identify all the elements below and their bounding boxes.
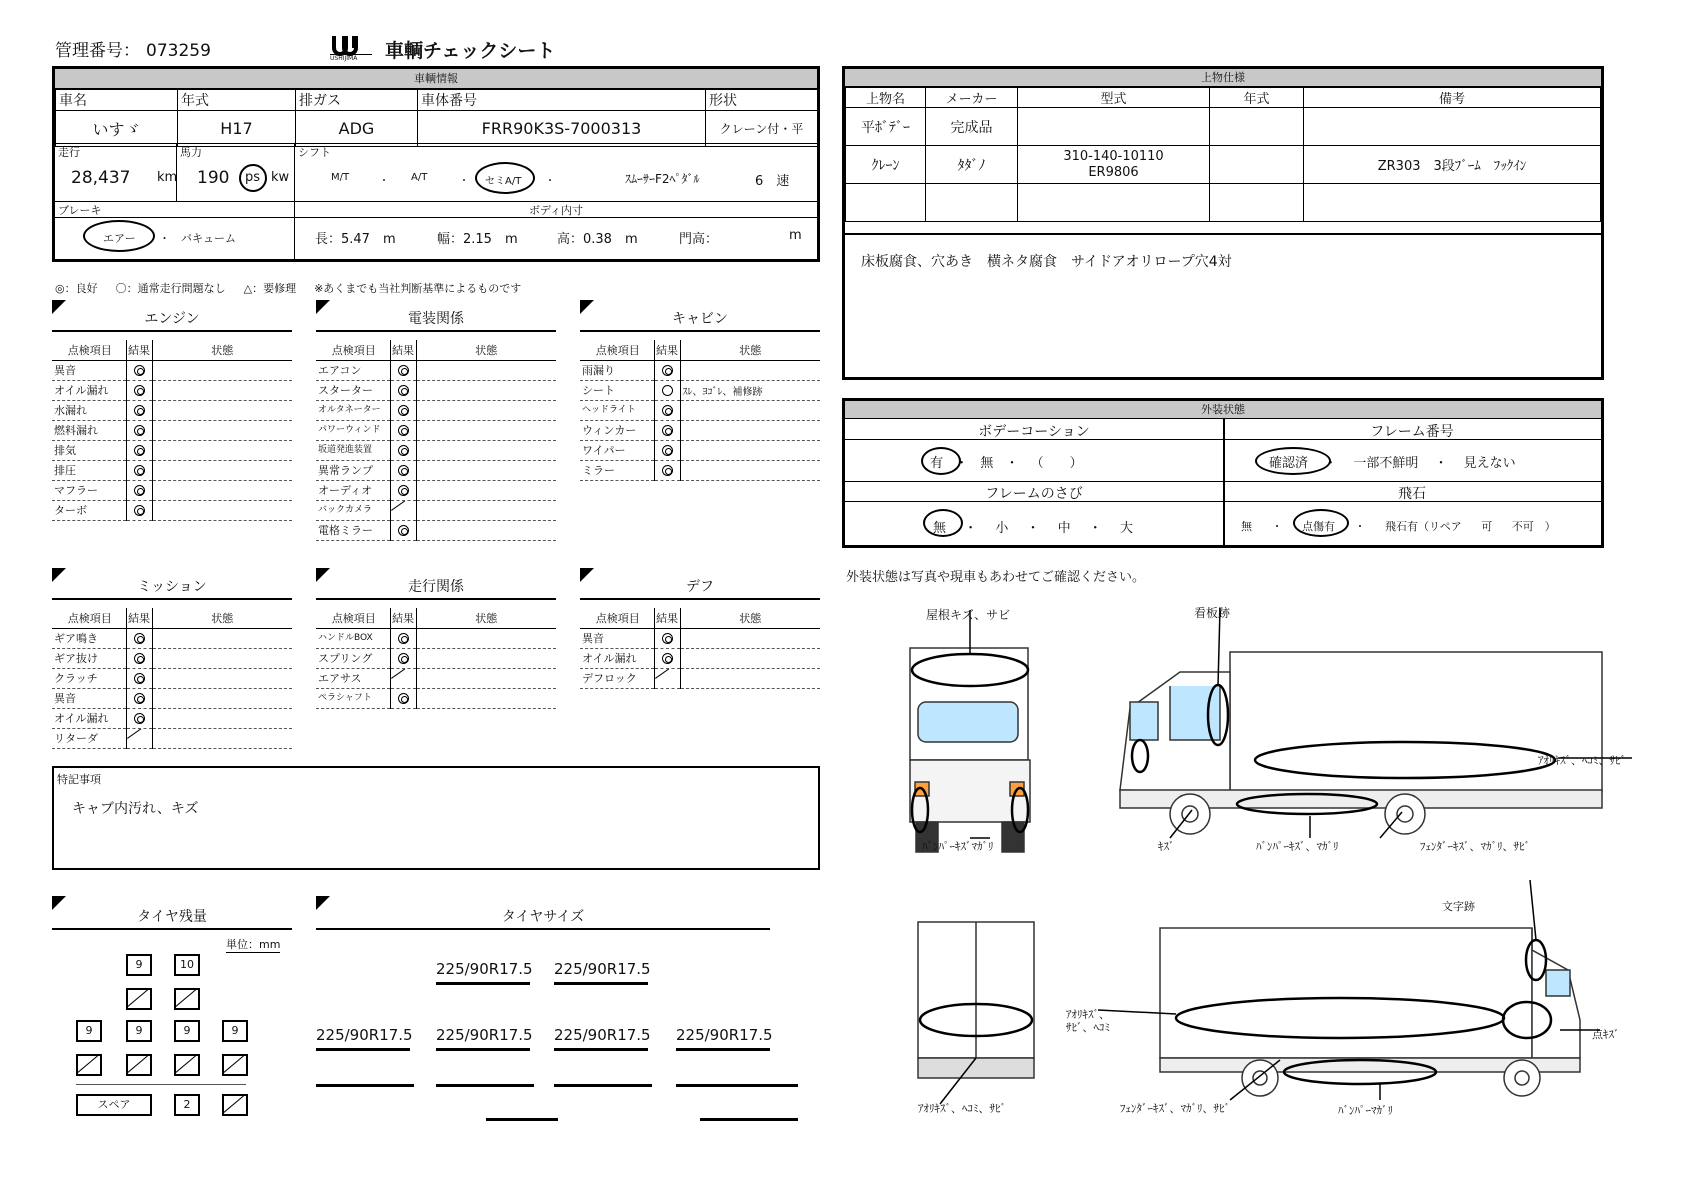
engine-section: エンジン 点検項目 結果 状態 異音 オイル漏れ 水漏れ 燃料漏れ 排気 排圧 マフラー ターボ (52, 300, 292, 521)
result-good-icon (662, 365, 673, 376)
result-good-icon (134, 405, 145, 416)
table-row: 坂道発進装置 (316, 440, 556, 460)
truck-diagram (840, 590, 1640, 1130)
table-row: ヘッドライト (580, 400, 820, 420)
table-row: 異音 (580, 628, 820, 648)
result-good-icon (398, 693, 409, 704)
result-good-icon (662, 633, 673, 644)
result-good-icon (134, 653, 145, 664)
diff-section: デフ 点検項目 結果 状態 異音 オイル漏れ デフロック (580, 568, 820, 689)
table-row: マフラー (52, 480, 292, 500)
result-good-icon (398, 405, 409, 416)
result-good-icon (662, 445, 673, 456)
table-row: オイル漏れ (52, 708, 292, 728)
vehicle-info-box: 車輌情報 車名 年式 排ガス 車体番号 形状 いすゞ H17 ADG FRR90K3S-7000313 クレーン付・平 走行 28,437 km 馬力 190 ps kw シフト M/T ・ A/T ・ セミA/T ・ ｽﾑｰｻｰF2ﾍﾟﾀﾞﾙ 6 速 ブレーキ エアー ・ バキューム ボディ内寸 長：5.47 m 幅：2.15 m 高：0.38 m 門高： m (52, 66, 820, 262)
table-row: 排圧 (52, 460, 292, 480)
table-row: 異常ランプ (316, 460, 556, 480)
tire-front-right: 10 (174, 954, 200, 976)
table-row: 電格ミラー (316, 520, 556, 540)
table-row: オイル漏れ (52, 380, 292, 400)
mileage-value: 28,437 (71, 168, 131, 188)
page-title: 車輌チェックシート (385, 40, 556, 62)
table-row: ギア鳴き (52, 628, 292, 648)
frame-no-options: 確認済 ・ 一部不鮮明 ・ 見えない (1269, 456, 1516, 471)
ps-circle (239, 164, 267, 192)
table-row: 雨漏り (580, 360, 820, 380)
table-row: シート ｽﾚ、ﾖｺﾞﾚ、補修跡 (580, 380, 820, 400)
result-good-icon (398, 445, 409, 456)
result-good-icon (134, 465, 145, 476)
table-row: デフロック (580, 668, 820, 688)
table-row: オルタネーター (316, 400, 556, 420)
result-good-icon (134, 713, 145, 724)
chip-options: 無 ・ 点傷有 ・ 飛石有（リペア 可 不可 ） (1241, 520, 1556, 533)
mission-table: 点検項目 結果 状態 ギア鳴き ギア抜け クラッチ 異音 オイル漏れ リターダ (52, 608, 292, 749)
emission-value: ADG (296, 111, 418, 147)
management-number: 管理番号： 073259 (55, 41, 211, 61)
table-row: バックカメラ (316, 500, 556, 520)
result-good-icon (134, 385, 145, 396)
table-row: 異音 (52, 688, 292, 708)
maker-value: いすゞ (56, 111, 178, 147)
chassis-value: FRR90K3S-7000313 (418, 111, 706, 147)
hp-value: 190 (197, 168, 230, 188)
upper-remark: 床板腐食、穴あき 横ネタ腐食 サイドアオリロープ穴4対 (861, 254, 1232, 270)
table-row: オーディオ (316, 480, 556, 500)
result-good-icon (662, 465, 673, 476)
table-row: ミラー (580, 460, 820, 480)
semi-at-circle (475, 162, 535, 194)
diff-table: 点検項目 結果 状態 異音 オイル漏れ デフロック (580, 608, 820, 689)
upper-spec-table: 上物名 メーカー 型式 年式 備考 平ﾎﾞﾃﾞｰ 完成品 ｸﾚｰﾝ ﾀﾀﾞﾉ 310-140-10110 ER9806 ZR303 3段ﾌﾞｰﾑ ﾌｯｸｲﾝ (845, 87, 1601, 222)
rust-options: 無 ・ 小 ・ 中 ・ 大 (933, 521, 1133, 536)
upper-spec-box: 上物仕様 上物名 メーカー 型式 年式 備考 平ﾎﾞﾃﾞｰ 完成品 ｸﾚｰﾝ ﾀﾀﾞﾉ 310-140-10110 ER9806 ZR303 3段ﾌﾞｰﾑ ﾌｯｸｲﾝ 床板腐食、穴あき 横ネタ腐食 サイドアオリロープ穴4対 (842, 66, 1604, 380)
table-row: 燃料漏れ (52, 420, 292, 440)
spare-label: スペア (76, 1094, 152, 1116)
result-na-icon (127, 729, 152, 748)
body-coat-options: 有 ・ 無 ・ （ ） (930, 456, 1083, 471)
result-ok-icon (662, 385, 673, 396)
table-row: 排気 (52, 440, 292, 460)
electric-section: 電装関係 点検項目 結果 状態 エアコン スターター オルタネーター パワーウィンド 坂道発進装置 異常ランプ オーディオ バックカメラ 電格ミラー (316, 300, 556, 541)
electric-table: 点検項目 結果 状態 エアコン スターター オルタネーター パワーウィンド 坂道発進装置 異常ランプ オーディオ バックカメラ 電格ミラー (316, 340, 556, 541)
special-notes-box: 特記事項 キャブ内汚れ、キズ (52, 766, 820, 870)
tire-spare: 2 (174, 1094, 200, 1116)
table-row: ペラシャフト (316, 688, 556, 708)
result-na-icon (391, 669, 416, 688)
air-brake-circle (83, 220, 155, 252)
table-row: ターボ (52, 500, 292, 520)
table-row: エアサス (316, 668, 556, 688)
result-good-icon (398, 385, 409, 396)
mission-section: ミッション 点検項目 結果 状態 ギア鳴き ギア抜け クラッチ 異音 オイル漏れ リターダ (52, 568, 292, 749)
result-good-icon (398, 485, 409, 496)
vehicle-info-table: 車名 年式 排ガス 車体番号 形状 いすゞ H17 ADG FRR90K3S-7000313 クレーン付・平 (55, 89, 818, 147)
result-good-icon (398, 425, 409, 436)
result-good-icon (662, 405, 673, 416)
exterior-note: 外装状態は写真や現車もあわせてご確認ください。 (846, 570, 1146, 585)
table-row: ギア抜け (52, 648, 292, 668)
exterior-box: 外装状態 ボデーコーション フレーム番号 フレームのさび 飛石 有 ・ 無 ・ （ ） 確認済 ・ 一部不鮮明 ・ 見えない 無 ・ 小 ・ 中 ・ 大 無 ・ 点傷有 ・ 飛石有（リペア 可 不可 ） (842, 398, 1604, 548)
table-row: オイル漏れ (580, 648, 820, 668)
result-good-icon (398, 633, 409, 644)
result-good-icon (134, 693, 145, 704)
table-row: パワーウィンド (316, 420, 556, 440)
table-row: スターター (316, 380, 556, 400)
result-good-icon (134, 633, 145, 644)
running-table: 点検項目 結果 状態 ハンドルBOX スプリング エアサス ペラシャフト (316, 608, 556, 709)
cabin-section: キャビン 点検項目 結果 状態 雨漏り シート ｽﾚ、ﾖｺﾞﾚ、補修跡 ヘッドライト ウィンカー ワイパー ミラー (580, 300, 820, 481)
table-row: ワイパー (580, 440, 820, 460)
vehicle-info-header: 車輌情報 (55, 69, 817, 89)
table-row: 異音 (52, 360, 292, 380)
table-row: スプリング (316, 648, 556, 668)
table-row: クラッチ (52, 668, 292, 688)
table-row: エアコン (316, 360, 556, 380)
result-good-icon (662, 653, 673, 664)
result-good-icon (134, 673, 145, 684)
result-good-icon (398, 653, 409, 664)
result-good-icon (134, 445, 145, 456)
shape-value: クレーン付・平 (706, 111, 818, 147)
table-row: ウィンカー (580, 420, 820, 440)
table-row: 水漏れ (52, 400, 292, 420)
result-good-icon (398, 525, 409, 536)
result-good-icon (398, 365, 409, 376)
result-good-icon (134, 485, 145, 496)
result-good-icon (398, 465, 409, 476)
table-row: リターダ (52, 728, 292, 748)
company-logo: USHIJIMA (330, 34, 372, 62)
cabin-table: 点検項目 結果 状態 雨漏り シート ｽﾚ、ﾖｺﾞﾚ、補修跡 ヘッドライト ウィンカー ワイパー ミラー (580, 340, 820, 481)
running-section: 走行関係 点検項目 結果 状態 ハンドルBOX スプリング エアサス ペラシャフト (316, 568, 556, 709)
table-row: ハンドルBOX (316, 628, 556, 648)
legend: ◎：良好 〇：通常走行問題なし △：要修理 ※あくまでも当社判断基準によるものです (55, 282, 522, 295)
tire-front-left: 9 (126, 954, 152, 976)
year-value: H17 (178, 111, 296, 147)
result-good-icon (134, 505, 145, 516)
front-windshield (918, 702, 1018, 742)
result-na-icon (391, 501, 416, 520)
result-good-icon (134, 365, 145, 376)
result-good-icon (662, 425, 673, 436)
result-good-icon (134, 425, 145, 436)
engine-table: 点検項目 結果 状態 異音 オイル漏れ 水漏れ 燃料漏れ 排気 排圧 マフラー ターボ (52, 340, 292, 521)
result-na-icon (655, 669, 680, 688)
